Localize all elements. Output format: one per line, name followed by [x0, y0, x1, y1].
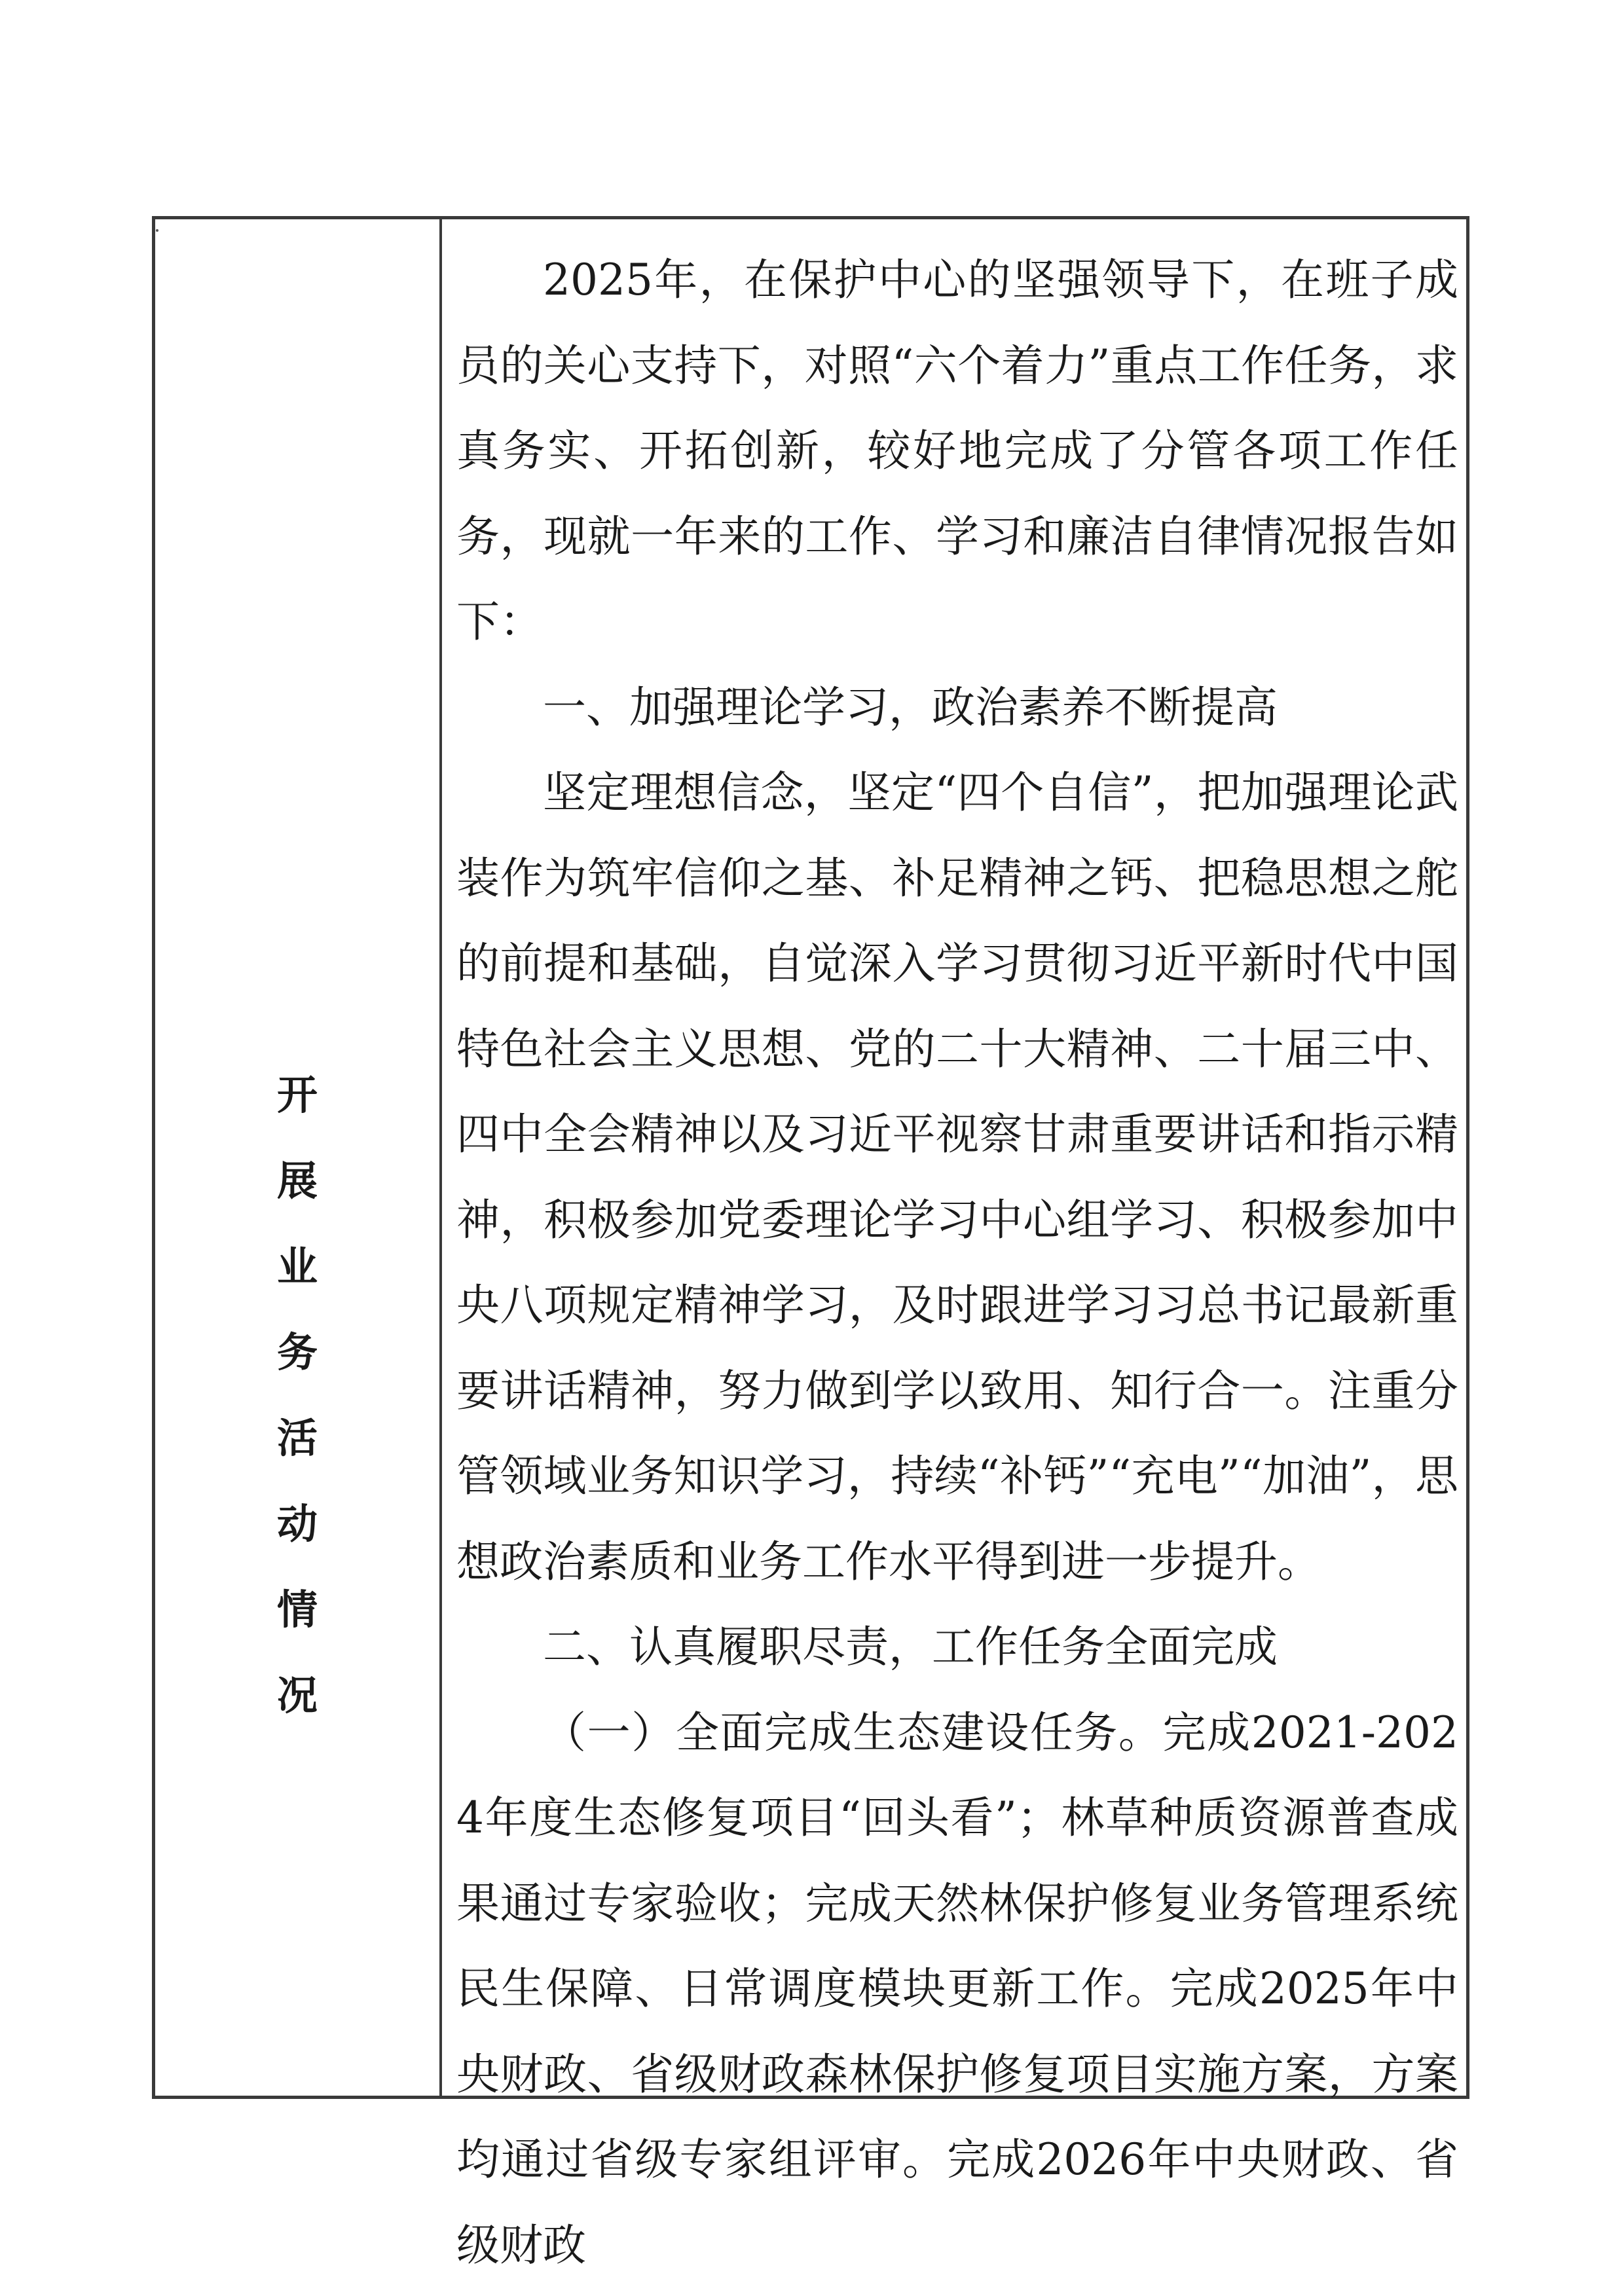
- label-char: 务: [276, 1328, 318, 1376]
- section-heading-1: 一、加强理论学习，政治素养不断提高: [543, 682, 1278, 733]
- label-vertical-text: [155, 1052, 439, 1738]
- intro-paragraph: 2025年，在保护中心的坚强领导下，在班子成员的关心支持下，对照“六个着力”重点工作任务，求真务实、开拓创新，较好地完成了分管各项工作任务，现就一年来的工作、学习和廉洁自律情况报告如下：: [456, 255, 1458, 647]
- label-char: 开: [276, 1071, 318, 1119]
- section-heading-2: 二、认真履职尽责，工作任务全面完成: [543, 1622, 1278, 1672]
- label-char: 况: [276, 1671, 318, 1719]
- label-cell: [155, 219, 442, 2096]
- ecology-task-paragraph: （一）全面完成生态建设任务。完成2021-2024年度生态修复项目“回头看”；林草种质资源普查成果通过专家验收；完成天然林保护修复业务管理系统民生保障、日常调度模块更新工作。完成2025年中央财政、省级财政森林保护修复项目实施方案，方案均通过省级专家组评审。完成2026年中央财政、省级财政: [456, 1707, 1458, 2270]
- label-char: 情: [276, 1586, 318, 1633]
- label-char: 展: [276, 1157, 318, 1205]
- label-char: 活: [276, 1414, 318, 1462]
- theory-study-paragraph: 坚定理想信念，坚定“四个自信”，把加强理论武装作为筑牢信仰之基、补足精神之钙、把稳思想之舵的前提和基础，自觉深入学习贯彻习近平新时代中国特色社会主义思想、党的二十大精神、二十届三中、四中全会精神以及习近平视察甘肃重要讲话和指示精神，积极参加党委理论学习中心组学习、积极参加中央八项规定精神学习，及时跟进学习习总书记最新重要讲话精神，努力做到学以致用、知行合一。注重分管领域业务知识学习，持续“补钙”“充电”“加油”，思想政治素质和业务工作水平得到进一步提升。: [456, 767, 1458, 1587]
- label-char: 动: [276, 1500, 318, 1548]
- content-cell: [442, 219, 1466, 2270]
- activity-table: [152, 216, 1469, 2270]
- report-body: [456, 238, 1458, 2288]
- label-char: 业: [276, 1243, 318, 1290]
